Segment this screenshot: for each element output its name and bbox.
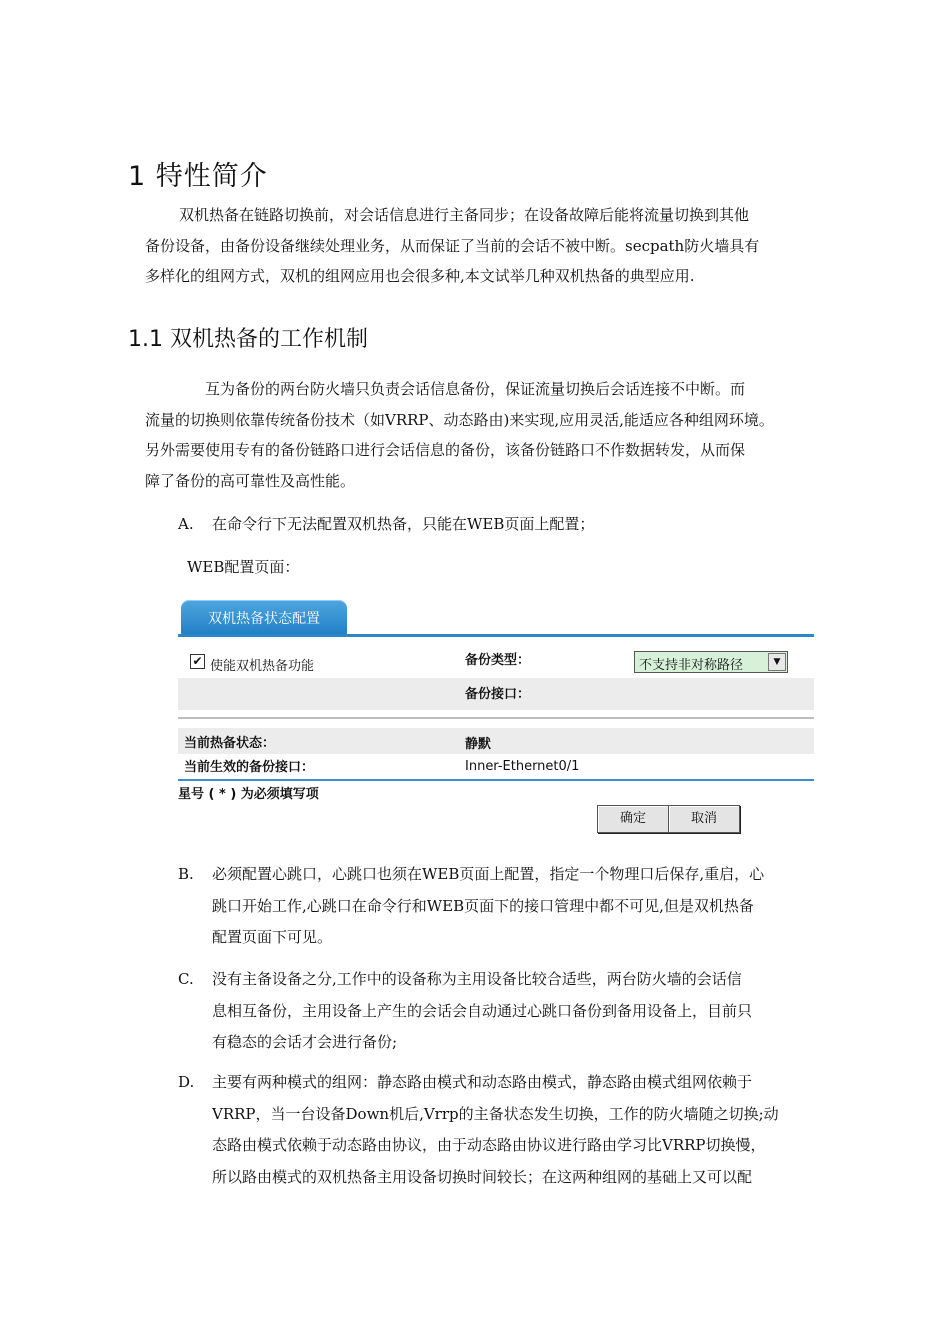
item-d-line-4: 所以路由模式的双机热备主用设备切换时间较长；在这两种组网的基础上又可以配: [212, 1167, 753, 1186]
hot-standby-config-panel: [178, 600, 814, 840]
backup-port-label: 备份接口：: [465, 687, 531, 702]
ok-button[interactable]: 确定: [597, 805, 669, 833]
intro-line-2: 备份设备，由备份设备继续处理业务，从而保证了当前的会话不被中断。secpath防火墙具有: [145, 236, 760, 255]
current-state-label: 当前热备状态：: [184, 736, 276, 751]
list-marker-d: D.: [178, 1073, 195, 1091]
intro-paragraph: [145, 200, 759, 292]
panel-top-border: [178, 634, 814, 637]
item-a-line-1: 在命令行下无法配置双机热备，只能在WEB页面上配置；: [212, 515, 595, 533]
web-config-label: WEB配置页面：: [187, 558, 300, 576]
status-row-port: [178, 754, 814, 781]
status-row-state: [178, 728, 814, 754]
tab-hot-standby-config[interactable]: 双机热备状态配置: [181, 600, 347, 636]
list-marker-a: A.: [178, 515, 194, 533]
config-row-enable: [178, 644, 814, 678]
backup-type-label: 备份类型：: [465, 653, 531, 668]
enable-checkbox[interactable]: ✔: [190, 654, 205, 669]
intro-line-1: 双机热备在链路切换前，对会话信息进行主备同步；在设备故障后能将流量切换到其他: [179, 206, 750, 224]
item-d-line-2: VRRP，当一台设备Down机后,Vrrp的主备状态发生切换，工作的防火墙随之切换;动: [212, 1104, 779, 1123]
cancel-button[interactable]: 取消: [668, 805, 740, 833]
enable-checkbox-label: 使能双机热备功能: [210, 659, 315, 674]
mechanism-paragraph: [145, 374, 774, 496]
current-port-value: Inner-Ethernet0/1: [465, 759, 580, 774]
heading-2: 1.1 双机热备的工作机制: [128, 327, 368, 352]
chevron-down-icon[interactable]: ▼: [768, 653, 786, 671]
config-row-backup-port: [178, 678, 814, 710]
intro-line-3: 多样化的组网方式，双机的组网应用也会很多种,本文试举几种双机热备的典型应用.: [145, 267, 695, 285]
item-b-line-3: 配置页面下可见。: [212, 928, 333, 946]
current-state-value: 静默: [465, 737, 492, 752]
item-d-line-1: 主要有两种模式的组网：静态路由模式和动态路由模式，静态路由模式组网依赖于: [212, 1073, 753, 1091]
mechanism-line-4: 障了备份的高可靠性及高性能。: [145, 471, 356, 490]
backup-type-value: 不支持非对称路径: [639, 658, 744, 673]
mechanism-line-3: 另外需要使用专有的备份链路口进行会话信息的备份，该备份链路口不作数据转发，从而保: [145, 441, 746, 459]
item-c-line-2: 息相互备份，主用设备上产生的会话会自动通过心跳口备份到备用设备上，目前只: [212, 1001, 753, 1020]
panel-divider: [178, 717, 814, 719]
item-d-line-3: 态路由模式依赖于动态路由协议，由于动态路由协议进行路由学习比VRRP切换慢，: [212, 1136, 766, 1154]
mechanism-line-1: 互为备份的两台防火墙只负责会话信息备份，保证流量切换后会话连接不中断。而: [205, 380, 746, 398]
heading-1: 1 特性简介: [128, 161, 268, 192]
item-c-line-3: 有稳态的会话才会进行备份;: [212, 1033, 398, 1051]
list-marker-b: B.: [178, 865, 194, 883]
item-b-line-1: 必须配置心跳口，心跳口也须在WEB页面上配置，指定一个物理口后保存,重启，心: [212, 865, 765, 883]
list-marker-c: C.: [178, 970, 194, 988]
item-c-line-1: 没有主备设备之分,工作中的设备称为主用设备比较合适些，两台防火墙的会话信: [212, 970, 742, 988]
current-port-label: 当前生效的备份接口：: [184, 760, 315, 775]
backup-type-select[interactable]: [634, 651, 788, 673]
required-note: 星号 ( * ) 为必须填写项: [178, 787, 319, 802]
item-b-line-2: 跳口开始工作,心跳口在命令行和WEB页面下的接口管理中都不可见,但是双机热备: [212, 896, 754, 915]
mechanism-line-2: 流量的切换则依靠传统备份技术（如VRRP、动态路由)来实现,应用灵活,能适应各种组网环境。: [145, 410, 774, 429]
